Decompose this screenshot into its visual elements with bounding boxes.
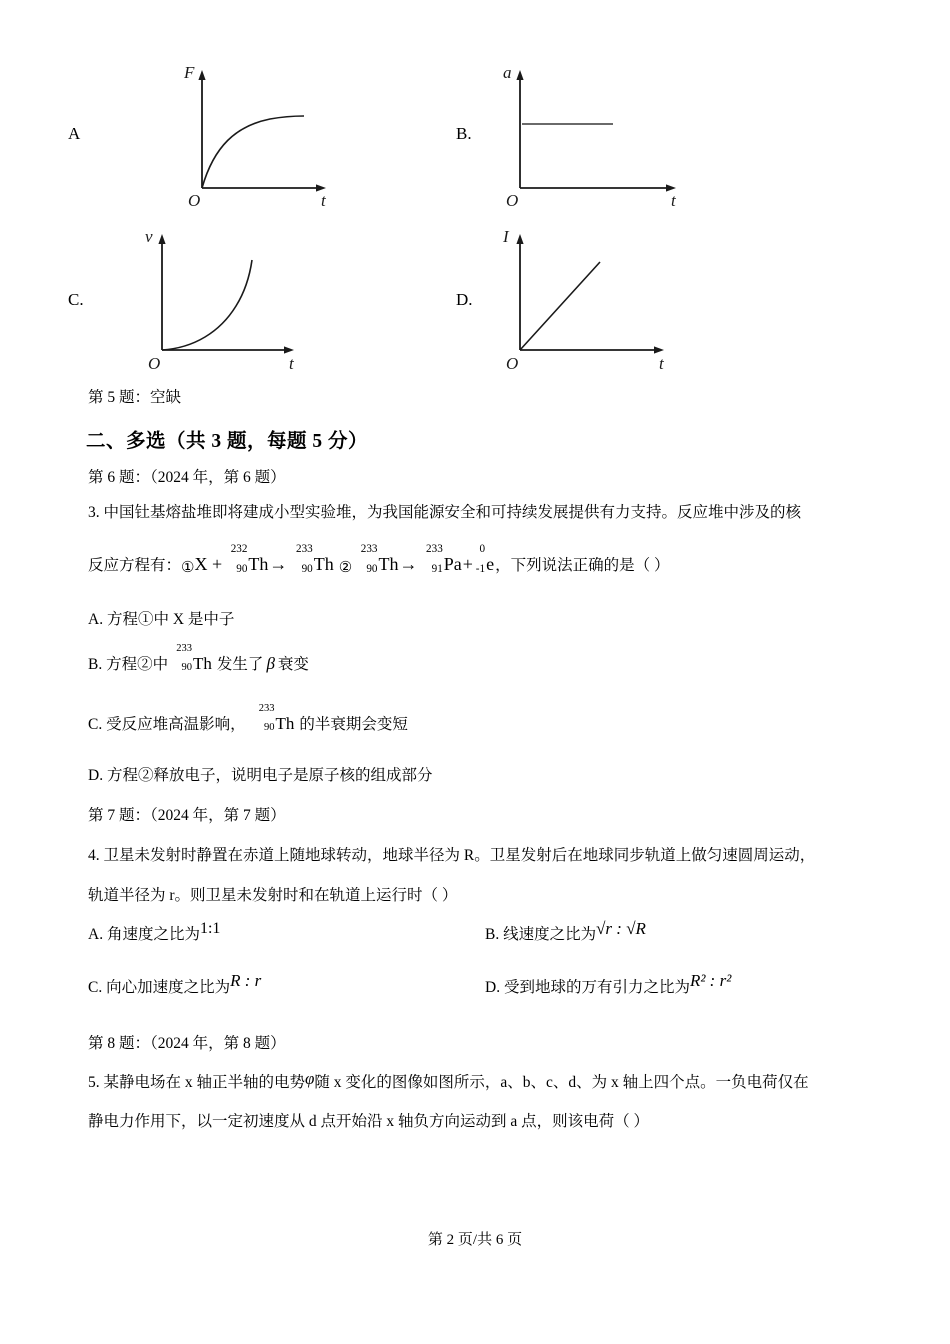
graph-c-origin-label: O [148,354,161,373]
page-footer: 第 2 页/共 6 页 [427,1232,523,1248]
question-7-option-d[interactable] [485,971,732,997]
question-6-option-d[interactable]: D. 方程②释放电子，说明电子是原子核的组成部分 [88,767,433,784]
option-b-prefix: B. 方程②中 [88,656,169,673]
option-b-mid: 发生了 [216,656,264,673]
graph-d-xaxis-label: t [659,354,664,373]
phi-symbol: φ [305,1069,315,1088]
question-7-source: 第 7 题：（2024 年，第 7 题） [88,807,286,824]
option-b-value: √r : √R [596,919,646,938]
option-c-suffix: 的半衰期会变短 [299,716,408,733]
figure-row-top [0,46,950,216]
figure-option-a [60,46,460,211]
question-7-option-c[interactable] [88,971,262,997]
graph-a-yaxis-label: F [184,63,195,82]
option-a-text: A. 角速度之比为 [88,926,200,943]
option-d-text: D. 受到地球的万有引力之比为 [485,979,690,996]
beta-symbol: β [266,654,275,673]
graph-c-yaxis-label: v [145,227,153,246]
option-b-suffix: 衰变 [277,656,309,673]
question-6-option-b[interactable] [88,643,309,674]
question-7-option-b[interactable] [485,919,646,944]
graph-d-origin-label: O [506,354,519,373]
question-6-option-c[interactable] [88,703,408,734]
equation-1-arrow: → [269,554,288,574]
graph-b-svg [478,46,738,211]
nuclide-th232: 232 90 Th [230,542,269,575]
figure-d-label: D. [456,290,473,309]
question-6-stem-line2-suffix: ，下列说法正确的是（ ） [495,557,670,574]
figure-c-label: C. [68,290,84,309]
nuclide-th233-option-c: 233 90 Th [258,703,295,734]
figure-option-d [448,212,848,377]
graph-c-svg [90,212,350,377]
graph-a-svg [90,46,350,211]
nuclide-th233-b: 233 90 Th [360,542,399,575]
graph-b-xaxis-label: t [671,191,676,210]
question-7-option-a[interactable] [88,922,220,944]
nuclide-th233-option-b: 233 90 Th [176,643,212,674]
question-6-equation-line [88,542,670,577]
nuclear-equation-group [181,542,495,576]
figure-a-label: A [68,124,81,143]
figure-option-b [448,46,848,211]
question-5-missing-note: 第 5 题：空缺 [88,389,182,406]
question-7-stem-line1: 4. 卫星未发射时静置在赤道上随地球转动，地球半径为 R。卫星发射后在地球同步轨道上做匀速圆周运动， [88,847,816,864]
graph-b-yaxis-label: a [503,63,512,82]
section-heading-multiple-choice: 二、多选（共 3 题，每题 5 分） [86,431,369,452]
figure-row-bottom [0,212,950,382]
figure-b-label: B. [456,124,472,143]
question-6-option-a[interactable]: A. 方程①中 X 是中子 [88,611,235,628]
question-6-source: 第 6 题：（2024 年，第 6 题） [88,469,286,486]
question-8-stem-part-a: 5. 某静电场在 x 轴正半轴的电势 [88,1074,306,1091]
nuclide-electron: 0 -1 e [475,542,495,575]
graph-d-yaxis-label: I [503,227,509,246]
equation-2-arrow: → [399,554,418,574]
option-a-value: 1:1 [199,920,221,937]
figure-option-c [60,212,460,377]
question-8-stem-line2: 静电力作用下，以一定初速度从 d 点开始沿 x 轴负方向运动到 a 点，则该电荷（ ） [88,1113,650,1130]
graph-a-origin-label: O [188,191,201,210]
question-6-stem-line2-prefix: 反应方程有： [88,557,182,574]
nuclide-pa233: 233 91 Pa [426,542,462,575]
option-d-value: R² : r² [689,971,732,990]
question-8-stem-part-b: 随 x 变化的图像如图所示，a、b、c、d、为 x 轴上四个点。一负电荷仅在 [314,1074,809,1091]
option-b-text: B. 线速度之比为 [485,926,597,943]
question-8-source: 第 8 题：（2024 年，第 8 题） [88,1035,286,1052]
equation-1-x-term: X + [194,554,223,574]
nuclide-th233-a: 233 90 Th [295,542,334,575]
equation-2-plus: + [462,554,473,574]
question-8-stem-line1 [88,1070,809,1092]
graph-a-xaxis-label: t [321,191,326,210]
question-7-stem-line2: 轨道半径为 r。则卫星未发射时和在轨道上运行时（ ） [88,887,458,904]
option-c-prefix: C. 受反应堆高温影响， [88,716,246,733]
equation-2-marker: ② [338,560,353,576]
question-6-stem-line1: 3. 中国钍基熔盐堆即将建成小型实验堆，为我国能源安全和可持续发展提供有力支持。反应堆中涉及的核 [88,504,802,521]
equation-1-marker: ① [181,560,195,576]
graph-c-xaxis-label: t [289,354,294,373]
option-c-text: C. 向心加速度之比为 [88,979,231,996]
option-c-value: R : r [230,971,262,990]
graph-d-svg [478,212,738,377]
graph-b-origin-label: O [506,191,519,210]
